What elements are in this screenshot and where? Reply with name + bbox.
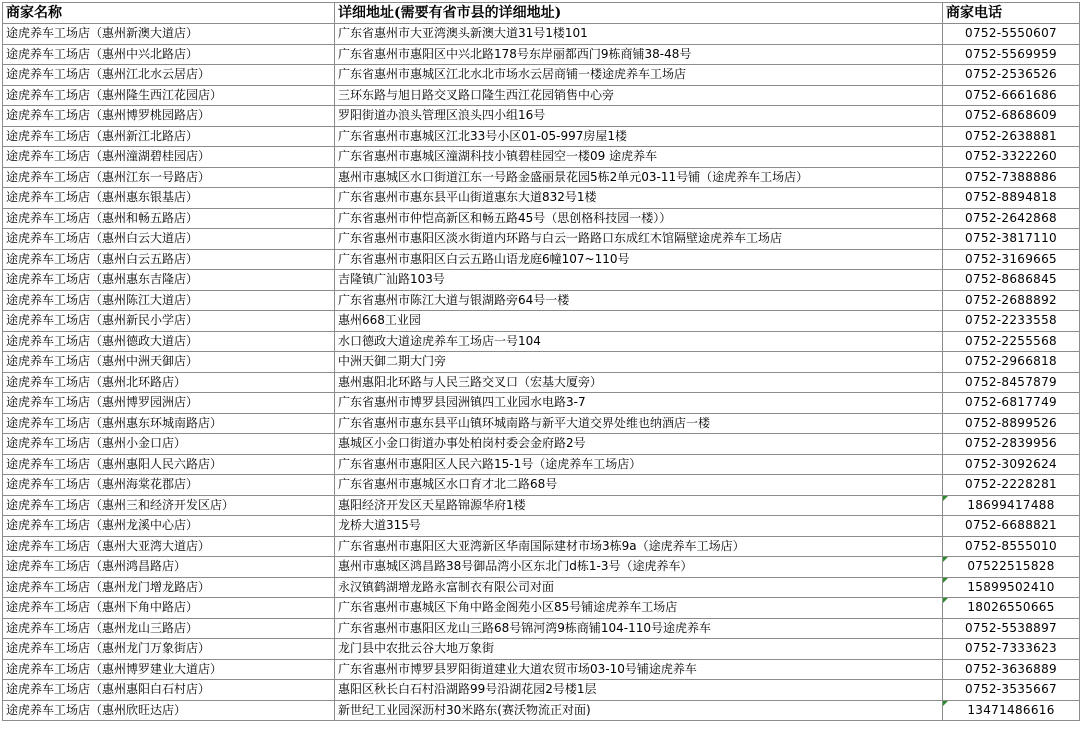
phone-cell[interactable]: 0752-3535667 — [943, 680, 1080, 701]
store-name-cell[interactable]: 途虎养车工场店（惠州新澳大道店） — [3, 24, 335, 45]
table-row — [3, 598, 1080, 619]
store-name-cell[interactable]: 途虎养车工场店（惠州中兴北路店） — [3, 44, 335, 65]
table-row — [3, 454, 1080, 475]
store-name-cell[interactable]: 途虎养车工场店（惠州龙溪中心店） — [3, 516, 335, 537]
table-row — [3, 639, 1080, 660]
table-row — [3, 85, 1080, 106]
table-row — [3, 475, 1080, 496]
store-name-cell[interactable]: 途虎养车工场店（惠州海棠花郡店） — [3, 475, 335, 496]
store-name-cell[interactable]: 途虎养车工场店（惠州鸿昌路店） — [3, 557, 335, 578]
store-name-cell[interactable]: 途虎养车工场店（惠州博罗建业大道店） — [3, 659, 335, 680]
phone-cell[interactable]: 15899502410 — [943, 577, 1080, 598]
store-name-cell[interactable]: 途虎养车工场店（惠州龙山三路店） — [3, 618, 335, 639]
store-name-cell[interactable]: 途虎养车工场店（惠州隆生西江花园店） — [3, 85, 335, 106]
phone-cell[interactable]: 0752-3169665 — [943, 249, 1080, 270]
table-row — [3, 577, 1080, 598]
phone-cell[interactable]: 0752-2536526 — [943, 65, 1080, 86]
address-cell[interactable]: 广东省惠州市惠城区水口育才北二路68号 — [335, 475, 943, 496]
header-name[interactable]: 商家名称 — [3, 3, 335, 24]
store-name-cell[interactable]: 途虎养车工场店（惠州惠阳人民六路店） — [3, 454, 335, 475]
address-cell[interactable]: 惠州市惠城区水口街道江东一号路金盛丽景花园5栋2单元03-11号铺（途虎养车工场店） — [335, 167, 943, 188]
address-cell[interactable]: 惠阳区秋长白石村沿湖路99号沿湖花园2号楼1层 — [335, 680, 943, 701]
address-cell[interactable]: 广东省惠州市惠城区江北33号小区01-05-997房屋1楼 — [335, 126, 943, 147]
store-name-cell[interactable]: 途虎养车工场店（惠州下角中路店） — [3, 598, 335, 619]
header-address[interactable]: 详细地址(需要有省市县的详细地址) — [335, 3, 943, 24]
store-name-cell[interactable]: 途虎养车工场店（惠州博罗园洲店） — [3, 393, 335, 414]
address-cell[interactable]: 新世纪工业园深沥村30米路东(赛沃物流正对面) — [335, 700, 943, 721]
store-name-cell[interactable]: 途虎养车工场店（惠州和畅五路店） — [3, 208, 335, 229]
phone-cell[interactable]: 18026550665 — [943, 598, 1080, 619]
store-name-cell[interactable]: 途虎养车工场店（惠州江东一号路店） — [3, 167, 335, 188]
phone-cell[interactable]: 18699417488 — [943, 495, 1080, 516]
store-name-cell[interactable]: 途虎养车工场店（惠州博罗桃园路店） — [3, 106, 335, 127]
address-cell[interactable]: 吉隆镇广汕路103号 — [335, 270, 943, 291]
phone-cell[interactable]: 0752-2233558 — [943, 311, 1080, 332]
store-name-cell[interactable]: 途虎养车工场店（惠州江北水云居店） — [3, 65, 335, 86]
table-row — [3, 126, 1080, 147]
address-cell[interactable]: 广东省惠州市惠阳区人民六路15-1号（途虎养车工场店） — [335, 454, 943, 475]
table-row — [3, 188, 1080, 209]
address-cell[interactable]: 广东省惠州市陈江大道与银湖路旁64号一楼 — [335, 290, 943, 311]
address-cell[interactable]: 水口德政大道途虎养车工场店一号104 — [335, 331, 943, 352]
store-name-cell[interactable]: 途虎养车工场店（惠州大亚湾大道店） — [3, 536, 335, 557]
store-name-cell[interactable]: 途虎养车工场店（惠州新民小学店） — [3, 311, 335, 332]
table-row — [3, 434, 1080, 455]
address-cell[interactable]: 广东省惠州市惠城区潼湖科技小镇碧桂园空一楼09 途虎养车 — [335, 147, 943, 168]
phone-cell[interactable]: 0752-2839956 — [943, 434, 1080, 455]
phone-cell[interactable]: 0752-2642868 — [943, 208, 1080, 229]
table-row — [3, 495, 1080, 516]
address-cell[interactable]: 广东省惠州市惠阳区淡水街道内环路与白云一路路口东成红木馆隔壁途虎养车工场店 — [335, 229, 943, 250]
address-cell[interactable]: 广东省惠州市博罗县园洲镇四工业园水电路3-7 — [335, 393, 943, 414]
phone-cell[interactable]: 0752-3636889 — [943, 659, 1080, 680]
table-row — [3, 270, 1080, 291]
table-row — [3, 700, 1080, 721]
table-row — [3, 536, 1080, 557]
store-name-cell[interactable]: 途虎养车工场店（惠州龙门增龙路店） — [3, 577, 335, 598]
phone-cell[interactable]: 13471486616 — [943, 700, 1080, 721]
store-name-cell[interactable]: 途虎养车工场店（惠州白云五路店） — [3, 249, 335, 270]
table-row — [3, 680, 1080, 701]
table-row — [3, 167, 1080, 188]
store-name-cell[interactable]: 途虎养车工场店（惠州三和经济开发区店） — [3, 495, 335, 516]
table-row — [3, 331, 1080, 352]
table-row — [3, 65, 1080, 86]
store-name-cell[interactable]: 途虎养车工场店（惠州龙门万象街店） — [3, 639, 335, 660]
table-row — [3, 311, 1080, 332]
table-row — [3, 249, 1080, 270]
table-row — [3, 352, 1080, 373]
phone-cell[interactable]: 0752-6868609 — [943, 106, 1080, 127]
table-row — [3, 413, 1080, 434]
address-cell[interactable]: 广东省惠州市惠阳区白云五路山语龙庭6幢107~110号 — [335, 249, 943, 270]
phone-cell[interactable]: 0752-2638881 — [943, 126, 1080, 147]
phone-cell[interactable]: 0752-5569959 — [943, 44, 1080, 65]
table-row — [3, 106, 1080, 127]
store-name-cell[interactable]: 途虎养车工场店（惠州德政大道店） — [3, 331, 335, 352]
phone-cell[interactable]: 0752-8686845 — [943, 270, 1080, 291]
table-row — [3, 147, 1080, 168]
store-name-cell[interactable]: 途虎养车工场店（惠州惠东银基店） — [3, 188, 335, 209]
address-cell[interactable]: 广东省惠州市惠东县平山街道惠东大道832号1楼 — [335, 188, 943, 209]
store-name-cell[interactable]: 途虎养车工场店（惠州惠阳白石村店） — [3, 680, 335, 701]
phone-cell[interactable]: 0752-2966818 — [943, 352, 1080, 373]
phone-cell[interactable]: 0752-3092624 — [943, 454, 1080, 475]
table-row — [3, 393, 1080, 414]
phone-cell[interactable]: 07522515828 — [943, 557, 1080, 578]
phone-cell[interactable]: 0752-7333623 — [943, 639, 1080, 660]
phone-cell[interactable]: 0752-8457879 — [943, 372, 1080, 393]
store-name-cell[interactable]: 途虎养车工场店（惠州北环路店） — [3, 372, 335, 393]
table-row — [3, 229, 1080, 250]
address-cell[interactable]: 广东省惠州市惠东县平山镇环城南路与新平大道交界处维也纳酒店一楼 — [335, 413, 943, 434]
address-cell[interactable]: 惠州惠阳北环路与人民三路交叉口（宏基大厦旁） — [335, 372, 943, 393]
table-body — [3, 24, 1080, 721]
address-cell[interactable]: 惠州市惠城区鸿昌路38号御品湾小区东北门d栋1-3号（途虎养车） — [335, 557, 943, 578]
phone-cell[interactable]: 0752-6661686 — [943, 85, 1080, 106]
phone-cell[interactable]: 0752-5550607 — [943, 24, 1080, 45]
phone-cell[interactable]: 0752-5538897 — [943, 618, 1080, 639]
table-row — [3, 290, 1080, 311]
address-cell[interactable]: 惠阳经济开发区天星路锦源华府1楼 — [335, 495, 943, 516]
table-row — [3, 516, 1080, 537]
address-cell[interactable]: 永汉镇鹤湖增龙路永富制衣有限公司对面 — [335, 577, 943, 598]
table-row — [3, 44, 1080, 65]
address-cell[interactable]: 广东省惠州市仲恺高新区和畅五路45号（思创格科技园一楼）） — [335, 208, 943, 229]
phone-cell[interactable]: 0752-8899526 — [943, 413, 1080, 434]
store-name-cell[interactable]: 途虎养车工场店（惠州潼湖碧桂园店） — [3, 147, 335, 168]
store-name-cell[interactable]: 途虎养车工场店（惠州白云大道店） — [3, 229, 335, 250]
store-name-cell[interactable]: 途虎养车工场店（惠州陈江大道店） — [3, 290, 335, 311]
phone-cell[interactable]: 0752-7388886 — [943, 167, 1080, 188]
address-cell[interactable]: 广东省惠州市博罗县罗阳街道建业大道农贸市场03-10号铺途虎养车 — [335, 659, 943, 680]
phone-cell[interactable]: 0752-6817749 — [943, 393, 1080, 414]
address-cell[interactable]: 广东省惠州市大亚湾澳头新澳大道31号1楼101 — [335, 24, 943, 45]
table-row — [3, 618, 1080, 639]
address-cell[interactable]: 广东省惠州市惠阳区中兴北路178号东岸丽都西门9栋商铺38-48号 — [335, 44, 943, 65]
store-table — [2, 2, 1080, 721]
header-phone[interactable]: 商家电话 — [943, 3, 1080, 24]
phone-cell[interactable]: 0752-6688821 — [943, 516, 1080, 537]
address-cell[interactable]: 龙门县中农批云谷大地万象街 — [335, 639, 943, 660]
phone-cell[interactable]: 0752-2255568 — [943, 331, 1080, 352]
address-cell[interactable]: 惠城区小金口街道办事处柏岗村委会金府路2号 — [335, 434, 943, 455]
address-cell[interactable]: 惠州668工业园 — [335, 311, 943, 332]
address-cell[interactable]: 广东省惠州市惠城区江北水北市场水云居商铺一楼途虎养车工场店 — [335, 65, 943, 86]
phone-cell[interactable]: 0752-2688892 — [943, 290, 1080, 311]
store-name-cell[interactable]: 途虎养车工场店（惠州小金口店） — [3, 434, 335, 455]
phone-cell[interactable]: 0752-3817110 — [943, 229, 1080, 250]
phone-cell[interactable]: 0752-3322260 — [943, 147, 1080, 168]
address-cell[interactable]: 罗阳街道办浪头管理区浪头四小组16号 — [335, 106, 943, 127]
phone-cell[interactable]: 0752-2228281 — [943, 475, 1080, 496]
table-row — [3, 208, 1080, 229]
store-name-cell[interactable]: 途虎养车工场店（惠州中洲天御店） — [3, 352, 335, 373]
address-cell[interactable]: 龙桥大道315号 — [335, 516, 943, 537]
table-row — [3, 659, 1080, 680]
store-name-cell[interactable]: 途虎养车工场店（惠州惠东吉隆店） — [3, 270, 335, 291]
address-cell[interactable]: 广东省惠州市惠城区下角中路金阁苑小区85号铺途虎养车工场店 — [335, 598, 943, 619]
table-row — [3, 372, 1080, 393]
phone-cell[interactable]: 0752-8555010 — [943, 536, 1080, 557]
store-name-cell[interactable]: 途虎养车工场店（惠州惠东环城南路店） — [3, 413, 335, 434]
phone-cell[interactable]: 0752-8894818 — [943, 188, 1080, 209]
address-cell[interactable]: 三环东路与旭日路交叉路口隆生西江花园销售中心旁 — [335, 85, 943, 106]
table-row — [3, 557, 1080, 578]
address-cell[interactable]: 广东省惠州市惠阳区大亚湾新区华南国际建材市场3栋9a（途虎养车工场店） — [335, 536, 943, 557]
store-name-cell[interactable]: 途虎养车工场店（惠州欣旺达店） — [3, 700, 335, 721]
table-row — [3, 24, 1080, 45]
address-cell[interactable]: 广东省惠州市惠阳区龙山三路68号锦河湾9栋商铺104-110号途虎养车 — [335, 618, 943, 639]
header-row — [3, 3, 1080, 24]
address-cell[interactable]: 中洲天御二期大门旁 — [335, 352, 943, 373]
store-name-cell[interactable]: 途虎养车工场店（惠州新江北路店） — [3, 126, 335, 147]
